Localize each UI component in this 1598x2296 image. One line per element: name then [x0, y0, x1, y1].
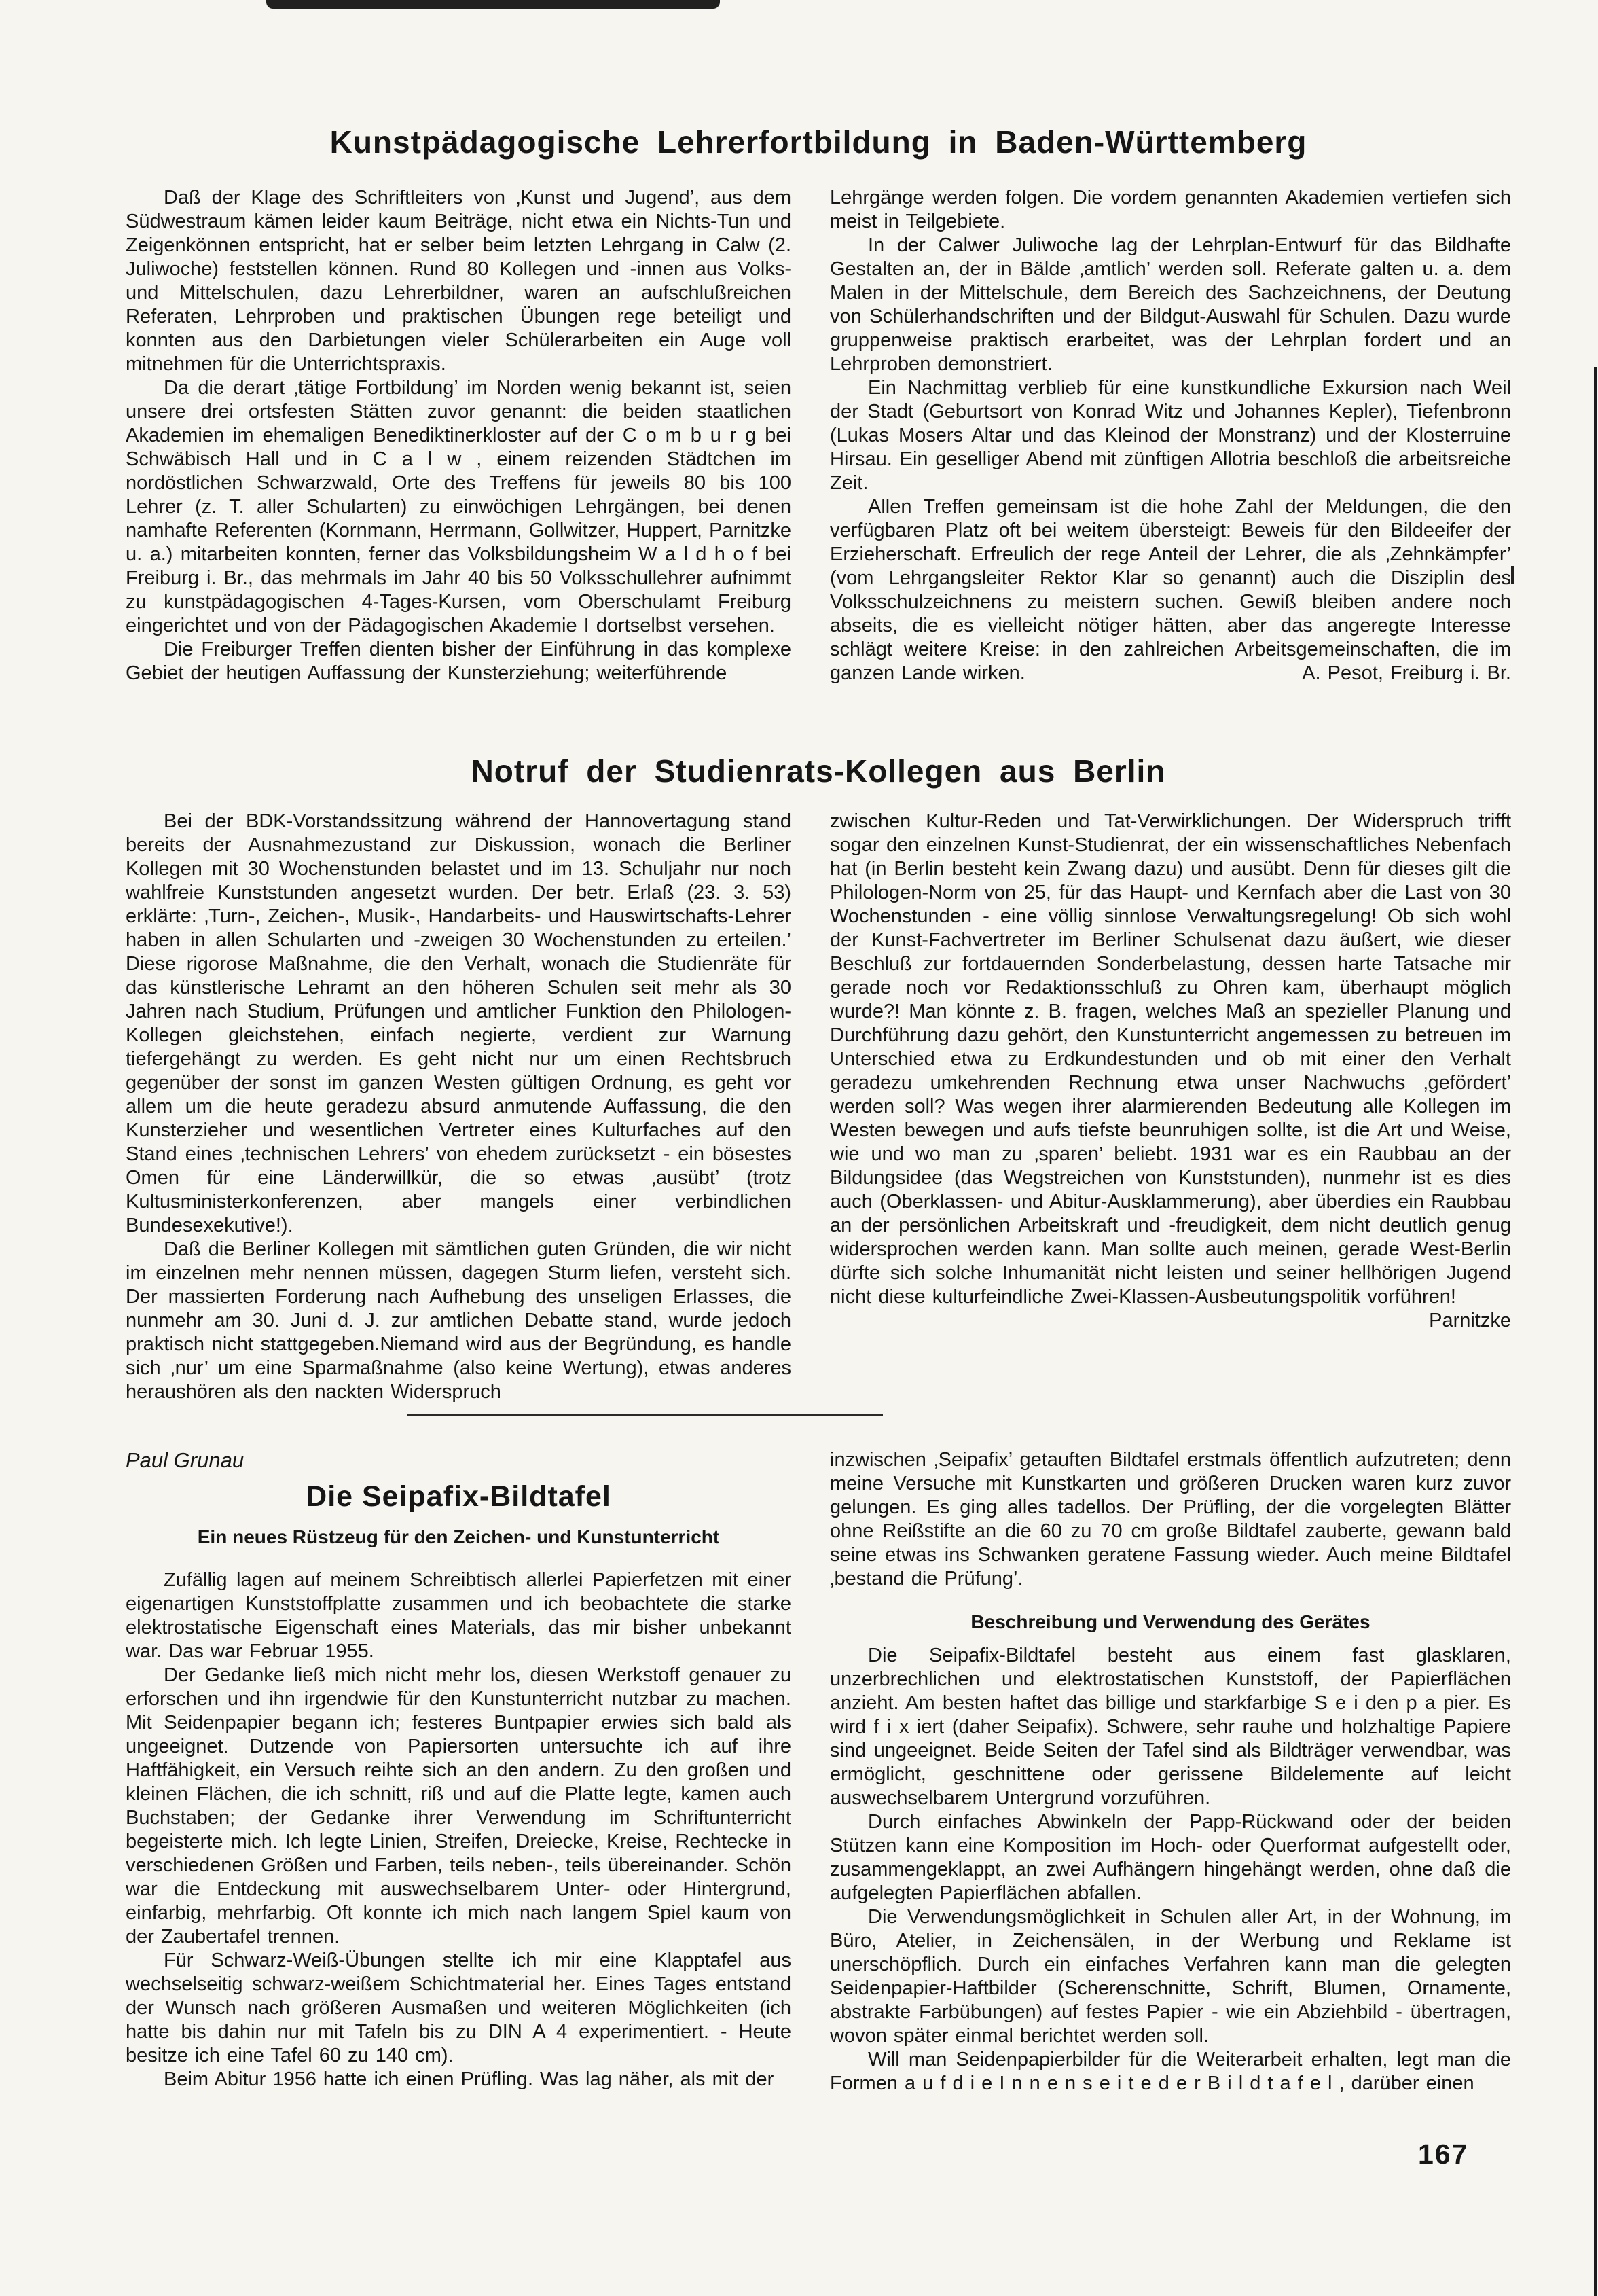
article-columns — [126, 810, 1511, 1404]
paragraph: Will man Seidenpapierbilder für die Weiterarbeit erhalten, legt man die Formen a u f d i e I n n e n s e i t e d e r B i l d t a f e l , darüber einen — [830, 2049, 1511, 2094]
column-left — [126, 1448, 791, 2096]
paragraph: In der Calwer Juliwoche lag der Lehrplan-Entwurf für das Bildhafte Gestalten an, der in Bälde ‚amtlich’ werden soll. Referate galten u. a. dem Malen in der Mittelschule, dem Bereich des Sachzeichnens, der Deutung von Schülerhandschriften und der Bildgut-Auswahl für Schulen. Dazu wurde gruppenweise praktisch erarbeitet, was der Lehrplan fordert und an Lehrproben demonstriert. — [830, 234, 1511, 375]
article-lehrerfortbildung — [126, 126, 1511, 685]
paragraph-text: zwischen Kultur-Reden und Tat-Verwirklichungen. Der Widerspruch trifft sogar den einzelnen Kunst-Studienrat, der ein wissenschaftliches Nebenfach hat (in Berlin besteht kein Zwang dazu) und ausübt. Denn für dieses gilt die Philologen-Norm von 25, für das Haupt- und Kernfach aber die Last von 30 Wochenstunden - eine völlig sinnlose Verwaltungsregelung! Ob sich wohl der Kunst-Fachvertreter im Berliner Schulsenat dazu äußert, wie dieser Beschluß zur fortdauernden Sonderbelastung, dessen harte Tatsache mir gerade noch vor Redaktionsschluß zu Ohren kam, überhaupt möglich wurde?! Man könnte z. B. fragen, welches Maß an spezieller Planung und Durchführung dazu gehört, den Kunstunterricht angemessen zu betreuen im Unterschied etwa zu Erdkundestunden und ob mit einer den Verhalt geradezu umkehrenden Rechnung etwa unser Nachwuchs ‚gefördert’ werden soll? Was wegen ihrer alarmierenden Bedeutung alle Kollegen im Westen bewegen und aufs tiefste beunruhigen sollte, ist die Art und Weise, wie und wo man zu ‚sparen’ beliebt. 1931 war es ein Raubbau an der Bildungsidee (das Wegstreichen von Kunststunden), nunmehr ist es dies auch (Oberklassen- und Abitur-Ausklammerung), aber überdies ein Raubbau an der persönlichen Arbeitskraft und -freudigkeit, dem nicht deutlich genug widersprochen werden kann. Man sollte auch meinen, gerade West-Berlin dürfte sich solche Inhumanität nicht leisten und seiner hellhörigen Jugend nicht diese kulturfeindliche Zwei-Klassen-Ausbeutungspolitik vorführen! — [830, 810, 1511, 1308]
paragraph-text: Allen Treffen gemeinsam ist die hohe Zahl der Meldungen, die den verfügbaren Platz oft bei weitem übersteigt: Beweis für den Bildeeifer der Erzieherschaft. Erfreulich der rege Anteil der Lehrer, die als ‚Zehnkämpfer’ (vom Lehrgangsleiter Rektor Klar so genannt) auch die Disziplin des Volksschulzeichnens zu meistern suchen. Gewiß bleiben andere noch abseits, die es vielleicht nötiger hätten, aber das angeregte Interesse schlägt weitere Kreise: in den zahlreichen Arbeitsgemeinschaften, die im ganzen Lande wirken. — [830, 496, 1511, 684]
paragraph: Der Gedanke ließ mich nicht mehr los, diesen Werkstoff genauer zu erforschen und ihn irgendwie für den Kunstunterricht nutzbar zu machen. Mit Seidenpapier begann ich; festeres Buntpapier erwies sich bald als ungeeignet. Dutzende von Papiersorten untersuchte ich auf ihre Haftfähigkeit, ein Versuch reihte sich an den andern. Zu den großen und kleinen Flächen, die ich schnitt, riß und auf die Platte legte, kamen auch Buchstaben; der Gedanke ihrer Verwendung im Schriftunterricht begeisterte mich. Ich legte Linien, Streifen, Dreiecke, Kreise, Rechtecke in verschiedenen Größen und Farben, teils neben-, teils übereinander. Schön war die Entdeckung mit auswechselbarem Unter- oder Hintergrund, einfarbig, mehrfarbig. Oft konnte ich mich nach langem Spiel kaum von der Zaubertafel trennen. — [126, 1664, 791, 1948]
paragraph: Die Seipafix-Bildtafel besteht aus einem fast glasklaren, unzerbrechlichen und elektrostatischen Kunststoff, der Papierflächen anzieht. Am besten haftet das billige und starkfarbige S e i den p a pier. Es wird f i x iert (daher Seipafix). Schwere, sehr rauhe und holzhaltige Papiere sind ungeeignet. Beide Seiten der Tafel sind als Bildträger verwendbar, was ermöglicht, geschnittene oder gerissene Bildelemente auf leicht auswechselbarem Untergrund vorzuführen. — [830, 1645, 1511, 1809]
page-number: 167 — [1418, 2138, 1469, 2170]
article-seipafix-bildtafel — [126, 1448, 1511, 2096]
section-heading: Beschreibung und Verwendung des Gerätes — [970, 1611, 1370, 1632]
article-subtitle: Ein neues Rüstzeug für den Zeichen- und Kunstunterricht — [197, 1526, 720, 1547]
column-left — [126, 186, 791, 685]
paragraph: Für Schwarz-Weiß-Übungen stellte ich mir eine Klapptafel aus wechselseitig schwarz-weißem Schichtmaterial her. Eines Tages entstand der Wunsch nach größeren Ausmaßen und weiteren Möglichkeiten (ich hatte bis dahin nur mit Tafeln bis zu DIN A 4 experimentiert. - Heute besitze ich eine Tafel 60 zu 140 cm). — [126, 1950, 791, 2066]
paragraph: Lehrgänge werden folgen. Die vordem genannten Akademien vertiefen sich meist in Teilgebiete. — [830, 187, 1511, 232]
paragraph: Die Verwendungsmöglichkeit in Schulen aller Art, in der Wohnung, im Büro, Atelier, in Zeichensälen, in der Werbung und Reklame ist unerschöpflich. Durch ein einfaches Verfahren kann man die gelegten Seidenpapier-Haftbilder (Scherenschnitte, Schrift, Blumen, Ornamente, abstrakte Farbübungen) auf festes Papier - wie ein Abziehbild - übertragen, wovon später einmal berichtet werden soll. — [830, 1906, 1511, 2047]
paragraph: Daß die Berliner Kollegen mit sämtlichen guten Gründen, die wir nicht im einzelnen mehr nennen müssen, dagegen Sturm liefen, versteht sich. Der massierten Forderung nach Aufhebung des unseligen Erlasses, die nunmehr am 30. Juni d. J. zur amtlichen Debatte stand, wurde jedoch praktisch nicht stattgegeben.Niemand wird aus der Begründung, es handle sich ‚nur’ um eine Sparmaßnahme (also keine Wertung), etwas anderes heraushören als den nackten Widerspruch — [126, 1238, 791, 1403]
scan-artifact-right-edge — [1594, 367, 1597, 2296]
column-right — [830, 810, 1511, 1404]
author-byline: Paul Grunau — [126, 1448, 244, 1472]
column-left — [126, 810, 791, 1404]
article-title: Die Seipafix-Bildtafel — [306, 1480, 611, 1513]
article-notruf-berlin — [126, 755, 1511, 1404]
paragraph: Da die derart ‚tätige Fortbildung’ im Norden wenig bekannt ist, seien unsere drei ortsfesten Stätten zuvor genannt: die beiden staatlichen Akademien im ehemaligen Benediktinerkloster auf der C o m b u r g bei Schwäbisch Hall und in C a l w , einem reizenden Städtchen im nordöstlichen Schwarzwald, Orte des Treffens für jeweils 80 bis 100 Lehrer (z. T. aller Schularten) zu einwöchigen Lehrgängen, bei denen namhafte Referenten (Kornmann, Herrmann, Gollwitzer, Huppert, Parnitzke u. a.) mitarbeiten konnten, ferner das Volksbildungsheim W a l d h o f bei Freiburg i. Br., das mehrmals im Jahr 40 bis 50 Volksschullehrer aufnimmt zu kunstpädagogischen 4-Tages-Kursen, vom Oberschulamt Freiburg eingerichtet und von der Pädagogischen Akademie I dortselbst versehen. — [126, 377, 791, 636]
column-right — [830, 186, 1511, 685]
article-title: Notruf der Studienrats-Kollegen aus Berlin — [471, 753, 1166, 789]
article-columns — [126, 1448, 1511, 2096]
paragraph — [830, 810, 1511, 1331]
scan-artifact-ink-mark — [1511, 566, 1514, 584]
author-signature: Parnitzke — [1429, 1310, 1511, 1331]
column-right — [830, 1448, 1511, 2096]
paragraph: Beim Abitur 1956 hatte ich einen Prüfling. Was lag näher, als mit der — [164, 2068, 774, 2090]
article-title: Kunstpädagogische Lehrerfortbildung in Baden-Württemberg — [329, 124, 1307, 160]
paragraph — [830, 495, 1511, 685]
paragraph: Bei der BDK-Vorstandssitzung während der Hannovertagung stand bereits der Ausnahmezustand zur Diskussion, wonach die Berliner Kollegen mit 30 Wochenstunden belastet und im 13. Schuljahr nur noch wahlfreie Kunststunden angesetzt wurden. Der betr. Erlaß (23. 3. 53) erklärte: ‚Turn-, Zeichen-, Musik-, Handarbeits- und Hauswirtschafts-Lehrer haben in allen Schularten und -zweigen 30 Wochenstunden zu erteilen.’ Diese rigorose Maßnahme, die den Verhalt, wonach die Studienräte für das künstlerische Lehramt an den höheren Schulen seit mehr als 30 Jahren nach Studium, Prüfungen und amtlicher Funktion den Philologen-Kollegen gleichstehen, einfach negierte, verdient zur Warnung tiefergehängt zu werden. Es geht nicht nur um einen Rechtsbruch gegenüber der sonst im ganzen Westen gültigen Ordnung, es geht vor allem um die heute geradezu absurd anmutende Auffassung, die den Kunsterzieher und wesentlichen Vertreter eines Kulturfaches auf den Stand eines ‚technischen Lehrers’ von ehedem zurücksetzt - ein bösestes Omen für eine Länderwillkür, die so etwas ‚ausübt’ (trotz Kultusministerkonferenzen, aber mangels einer verbindlichen Bundesexekutive!). — [126, 810, 791, 1236]
paragraph: inzwischen ‚Seipafix’ getauften Bildtafel erstmals öffentlich aufzutreten; denn meine Versuche mit Kunstkarten und größeren Drucken waren kurz zuvor gelungen. Es ging alles tadellos. Der Prüfling, der die vorgelegten Blätter ohne Reißstifte an die 60 zu 70 cm große Bildtafel zauberte, gewann bald seine etwas ins Schwanken geratene Fassung wieder. Auch meine Bildtafel ‚bestand die Prüfung’. — [830, 1449, 1511, 1590]
scan-artifact-top-band — [266, 0, 720, 9]
paragraph: Ein Nachmittag verblieb für eine kunstkundliche Exkursion nach Weil der Stadt (Geburtsort von Konrad Witz und Johannes Kepler), Tiefenbronn (Lukas Mosers Altar und das Kleinod der Monstranz) und der Klosterruine Hirsau. Ein geselliger Abend mit zünftigen Allotria beschloß die arbeitsreiche Zeit. — [830, 377, 1511, 494]
article-divider-rule — [407, 1414, 883, 1416]
paragraph: Daß der Klage des Schriftleiters von ‚Kunst und Jugend’, aus dem Südwestraum kämen leider kaum Beiträge, nicht etwa ein Nichts-Tun und Zeigenkönnen entspricht, hat er selber beim letzten Lehrgang in Calw (2. Juliwoche) feststellen können. Rund 80 Kollegen und -innen aus Volks- und Mittelschulen, dazu Lehrerbildner, waren an aufschlußreichen Referaten, Lehrproben und praktischen Übungen rege beteiligt und konnten aus den Darbietungen vieler Schülerarbeiten ein Auge voll mitnehmen für die Unterrichtspraxis. — [126, 187, 791, 375]
paragraph: Die Freiburger Treffen dienten bisher der Einführung in das komplexe Gebiet der heutigen Auffassung der Kunsterziehung; weiterführende — [126, 639, 791, 684]
article-columns — [126, 186, 1511, 685]
author-signature: A. Pesot, Freiburg i. Br. — [1302, 662, 1511, 684]
paragraph: Durch einfaches Abwinkeln der Papp-Rückwand oder der beiden Stützen kann eine Komposition im Hoch- oder Querformat aufgestellt oder, zusammengeklappt, an zwei Aufhängern hingehängt werden, ohne daß die aufgelegten Papierflächen abfallen. — [830, 1811, 1511, 1904]
paragraph: Zufällig lagen auf meinem Schreibtisch allerlei Papierfetzen mit einer eigenartigen Kunststoffplatte zusammen und ich beobachtete die starke elektrostatische Eigenschaft eines Materials, das mir bisher unbekannt war. Das war Februar 1955. — [126, 1569, 791, 1662]
